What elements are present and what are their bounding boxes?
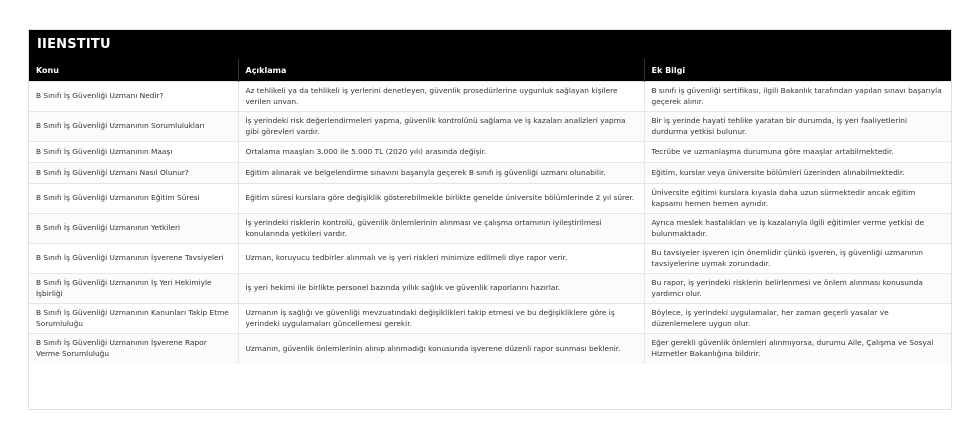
table-row (29, 334, 951, 364)
cell-konu: B Sınıfı İş Güvenliği Uzmanının Yetkileri (29, 214, 238, 244)
cell-aciklama: Eğitim alınarak ve belgelendirme sınavını başarıyla geçerek B sınıfı iş güvenliği uzmanı olunabilir. (238, 163, 644, 184)
table-row (29, 142, 951, 163)
cell-aciklama: Uzman, koruyucu tedbirler alınmalı ve iş yeri riskleri minimize edilmeli diye rapor verir. (238, 244, 644, 274)
cell-aciklama: İş yerindeki risklerin kontrolü, güvenlik önlemlerinin alınması ve çalışma ortamının iyileştirilmesi konularında yetkileri vardır. (238, 214, 644, 244)
cell-ek-bilgi: Bu rapor, iş yerindeki risklerin belirlenmesi ve önlem alınması konusunda yardımcı olur. (644, 274, 951, 304)
table-row (29, 214, 951, 244)
table-row (29, 112, 951, 142)
cell-aciklama: Uzmanın, güvenlik önlemlerinin alınıp alınmadığı konusunda işverene düzenli rapor sunması beklenir. (238, 334, 644, 364)
cell-konu: B Sınıfı İş Güvenliği Uzmanının İşverene Rapor Verme Sorumluluğu (29, 334, 238, 364)
table-row (29, 244, 951, 274)
brand-header: IIENSTITU (29, 30, 951, 59)
cell-ek-bilgi: Tecrübe ve uzmanlaşma durumuna göre maaşlar artabilmektedir. (644, 142, 951, 163)
cell-aciklama: İş yeri hekimi ile birlikte personel bazında yıllık sağlık ve güvenlik raporlarını hazırlar. (238, 274, 644, 304)
cell-aciklama: Uzmanın iş sağlığı ve güvenliği mevzuatındaki değişiklikleri takip etmesi ve bu değişikliklere göre iş yerindeki uygulamaları güncellemesi gerekir. (238, 304, 644, 334)
cell-ek-bilgi: Üniversite eğitimi kurslara kıyasla daha uzun sürmektedir ancak eğitim kapsamı hemen hemen aynıdır. (644, 184, 951, 214)
cell-konu: B Sınıfı İş Güvenliği Uzmanının Kanunları Takip Etme Sorumluluğu (29, 304, 238, 334)
cell-konu: B Sınıfı İş Güvenliği Uzmanı Nasıl Olunur? (29, 163, 238, 184)
cell-konu: B Sınıfı İş Güvenliği Uzmanının İş Yeri Hekimiyle İşbirliği (29, 274, 238, 304)
cell-ek-bilgi: Böylece, iş yerindeki uygulamalar, her zaman geçerli yasalar ve düzenlemelere uygun olur. (644, 304, 951, 334)
cell-konu: B Sınıfı İş Güvenliği Uzmanının Sorumlulukları (29, 112, 238, 142)
content-table-card (28, 29, 952, 410)
cell-ek-bilgi: Eğer gerekli güvenlik önlemleri alınmıyorsa, durumu Aile, Çalışma ve Sosyal Hizmetler Bakanlığına bildirir. (644, 334, 951, 364)
cell-konu: B Sınıfı İş Güvenliği Uzmanının İşverene Tavsiyeleri (29, 244, 238, 274)
column-header-konu: Konu (29, 59, 238, 82)
cell-aciklama: Az tehlikeli ya da tehlikeli iş yerlerini denetleyen, güvenlik prosedürlerine uygunluk sağlayan kişilere verilen unvan. (238, 82, 644, 112)
table-row (29, 304, 951, 334)
table-row (29, 82, 951, 112)
cell-ek-bilgi: Ayrıca meslek hastalıkları ve iş kazalarıyla ilgili eğitimler verme yetkisi de bulunmaktadır. (644, 214, 951, 244)
cell-ek-bilgi: Eğitim, kurslar veya üniversite bölümleri üzerinden alınabilmektedir. (644, 163, 951, 184)
column-header-aciklama: Açıklama (238, 59, 644, 82)
cell-ek-bilgi: Bu tavsiyeler işveren için önemlidir çünkü işveren, iş güvenliği uzmanının tavsiyelerine uymak zorundadır. (644, 244, 951, 274)
column-header-ek-bilgi: Ek Bilgi (644, 59, 951, 82)
table-row (29, 274, 951, 304)
cell-konu: B Sınıfı İş Güvenliği Uzmanının Maaşı (29, 142, 238, 163)
cell-konu: B Sınıfı İş Güvenliği Uzmanının Eğitim Süresi (29, 184, 238, 214)
cell-aciklama: Ortalama maaşları 3.000 ile 5.000 TL (2020 yılı) arasında değişir. (238, 142, 644, 163)
table-row (29, 163, 951, 184)
cell-ek-bilgi: Bir iş yerinde hayati tehlike yaratan bir durumda, iş yeri faaliyetlerini durdurma yetkisi bulunur. (644, 112, 951, 142)
table-header-row (29, 59, 951, 82)
table-row (29, 184, 951, 214)
cell-aciklama: İş yerindeki risk değerlendirmeleri yapma, güvenlik kontrolünü sağlama ve iş kazaları analizleri yapma gibi görevleri vardır. (238, 112, 644, 142)
cell-konu: B Sınıfı İş Güvenliği Uzmanı Nedir? (29, 82, 238, 112)
info-table (29, 59, 951, 364)
cell-aciklama: Eğitim süresi kurslara göre değişiklik gösterebilmekle birlikte genelde üniversite bölümlerinde 2 yıl sürer. (238, 184, 644, 214)
cell-ek-bilgi: B sınıfı iş güvenliği sertifikası, ilgili Bakanlık tarafından yapılan sınavı başarıyla geçerek alınır. (644, 82, 951, 112)
